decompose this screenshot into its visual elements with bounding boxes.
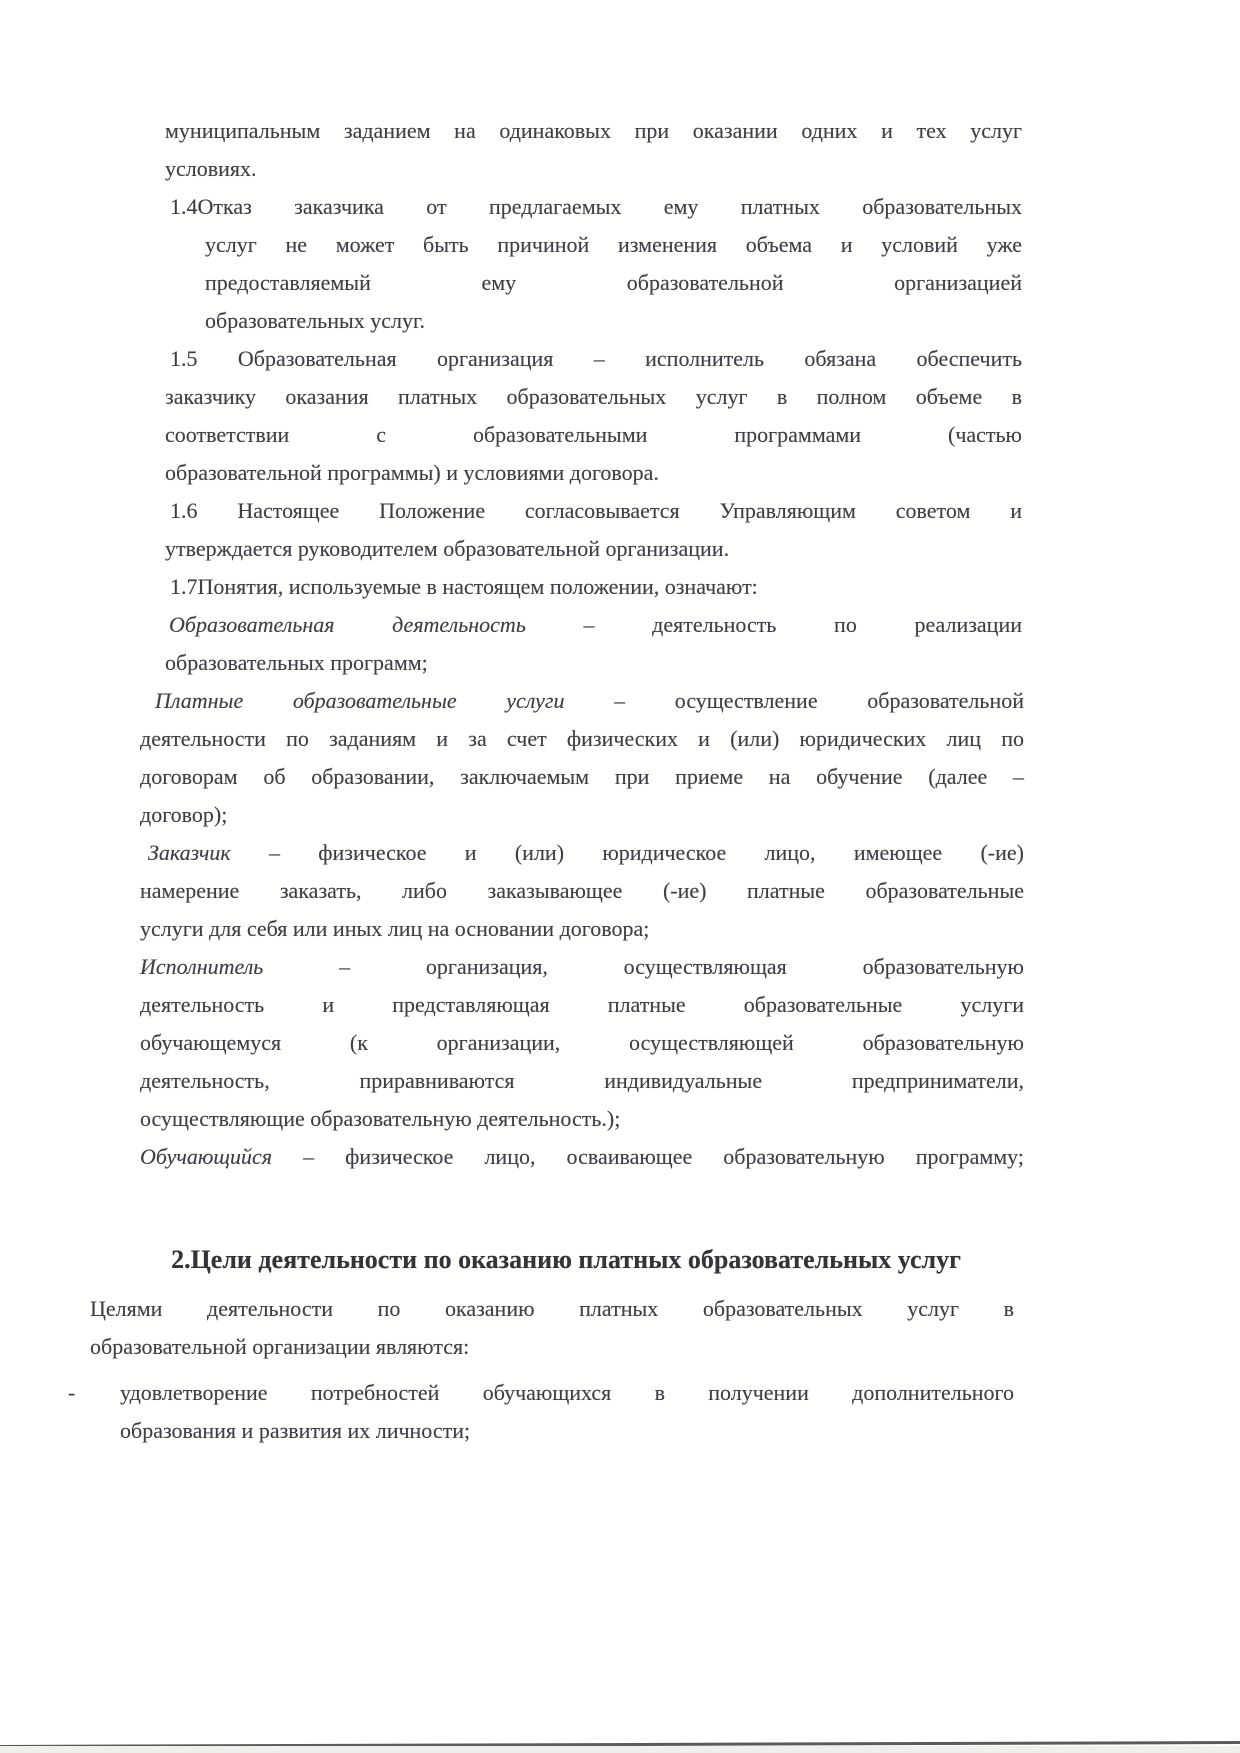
list-item-1-5-line: образовательной программы) и условиями договора.: [165, 460, 659, 485]
paragraph-spacer: [0, 1366, 1240, 1374]
document-content: [0, 112, 1240, 1450]
list-item-1-5-line: 1.5 Образовательная организация – исполнитель обязана обеспечить: [170, 346, 1022, 371]
definition-term: Исполнитель: [140, 954, 264, 979]
definition-line: [140, 948, 1024, 986]
scan-edge-strip: [0, 1746, 1240, 1753]
list-item-1-4-line: услуг не может быть причиной изменения объема и условий уже: [205, 232, 1022, 257]
definition-line: обучающемуся (к организации, осуществляющей образовательную: [140, 1030, 1024, 1055]
definition-line: [140, 834, 1024, 872]
definition-line: договор);: [140, 802, 228, 827]
bullet-text: удовлетворение потребностей обучающихся в получении дополнительного: [120, 1380, 1014, 1405]
section-2-heading: 2.Цели деятельности по оказанию платных образовательных услуг: [171, 1245, 961, 1274]
definition-term: Обучающийся: [140, 1144, 273, 1169]
list-item-1-4-line: 1.4Отказ заказчика от предлагаемых ему платных образовательных: [170, 194, 1022, 219]
text-line: условиях.: [165, 156, 257, 181]
definition-text: – организация, осуществляющая образовательную: [339, 954, 1024, 979]
definition-line: [140, 682, 1024, 720]
list-item-1-4-line: образовательных услуг.: [205, 308, 426, 333]
list-item-1-4-line: предоставляемый ему образовательной организацией: [205, 270, 1022, 295]
definition-text: – деятельность по реализации: [583, 612, 1023, 637]
definition-line: деятельность, приравниваются индивидуальные предприниматели,: [140, 1068, 1024, 1093]
definition-line: деятельности по заданиям и за счет физических и (или) юридических лиц по: [140, 726, 1024, 751]
definition-line: намерение заказать, либо заказывающее (-ие) платные образовательные: [140, 878, 1024, 903]
definition-text: – физическое лицо, осваивающее образовательную программу;: [303, 1144, 1025, 1169]
definition-line: образовательных программ;: [165, 650, 428, 675]
definition-text: – физическое и (или) юридическое лицо, имеющее (-ие): [269, 840, 1024, 865]
definition-line: осуществляющие образовательную деятельность.);: [140, 1106, 621, 1131]
text-line: муниципальным заданием на одинаковых при оказании одних и тех услуг: [165, 118, 1022, 143]
list-item-1-6-line: 1.6 Настоящее Положение согласовывается Управляющим советом и: [170, 498, 1022, 523]
bullet-item-line: образования и развития их личности;: [120, 1418, 471, 1443]
definition-line: услуги для себя или иных лиц на основании договора;: [140, 916, 650, 941]
definition-term: Образовательная деятельность: [169, 612, 526, 637]
list-item-1-6-line: утверждается руководителем образовательной организации.: [165, 536, 730, 561]
list-item-1-5-line: соответствии с образовательными программами (частью: [165, 422, 1022, 447]
definition-line: договорам об образовании, заключаемым при приеме на обучение (далее –: [140, 764, 1024, 789]
definition-line: деятельность и представляющая платные образовательные услуги: [140, 992, 1024, 1017]
definition-term: Платные образовательные услуги: [155, 688, 565, 713]
definition-line: [165, 606, 1022, 644]
bullet-item-line: [68, 1374, 1014, 1412]
list-item-1-7-line: 1.7Понятия, используемые в настоящем положении, означают:: [170, 574, 758, 599]
list-item-1-5-line: заказчику оказания платных образовательных услуг в полном объеме в: [165, 384, 1022, 409]
text-line: образовательной организации являются:: [90, 1334, 470, 1359]
definition-term: Заказчик: [148, 840, 231, 865]
definition-line: [140, 1138, 1024, 1176]
bullet-dash-marker: -: [68, 1380, 76, 1405]
text-line: Целями деятельности по оказанию платных образовательных услуг в: [90, 1296, 1014, 1321]
definition-text: – осуществление образовательной: [614, 688, 1024, 713]
